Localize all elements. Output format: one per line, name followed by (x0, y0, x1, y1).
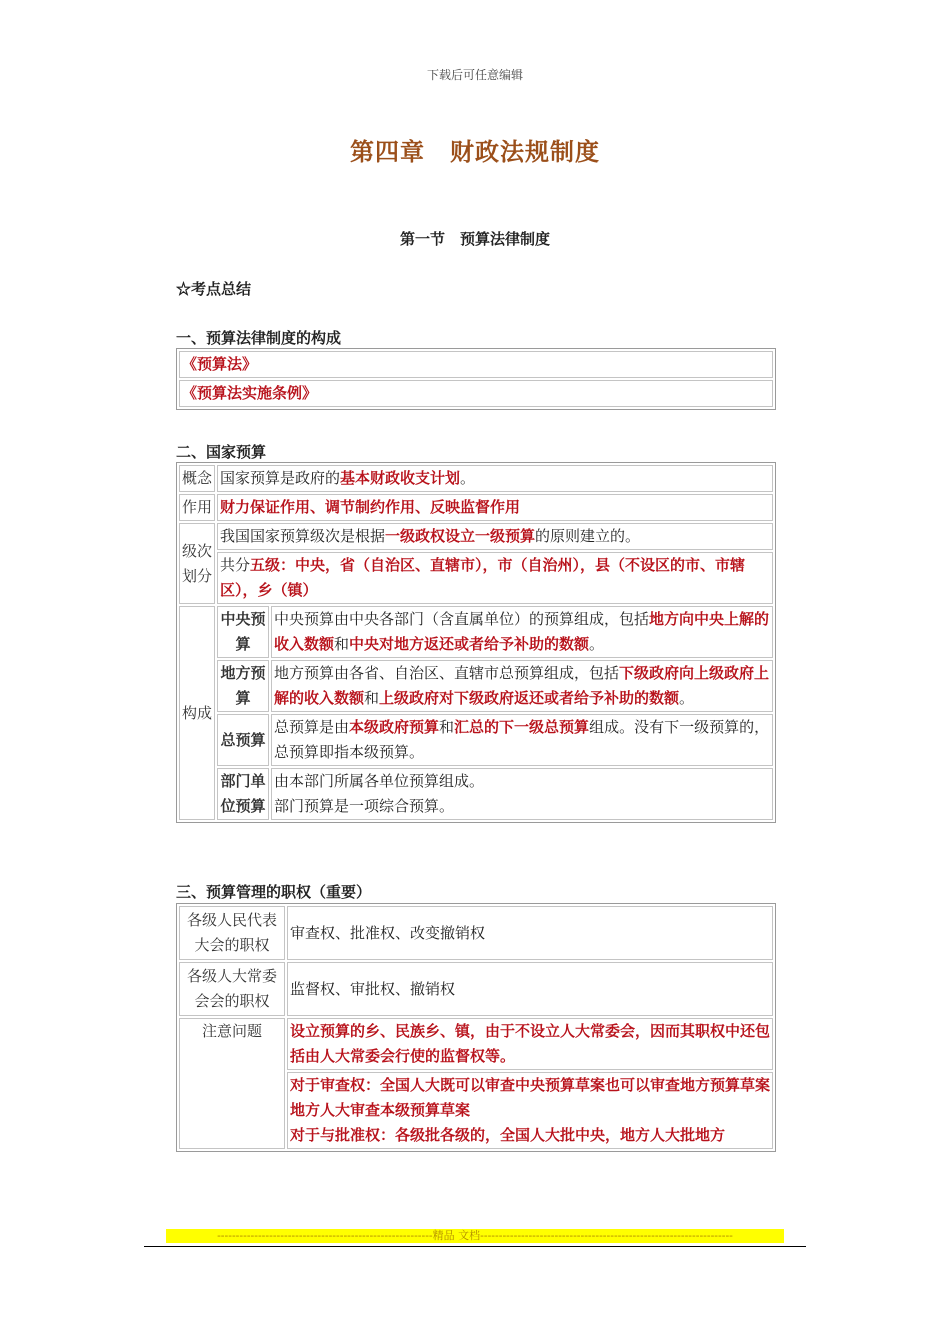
law-budget-regulation: 《预算法实施条例》 (179, 380, 773, 407)
part3-heading: 三、预算管理的职权（重要） (176, 883, 372, 901)
central-budget-label: 中央预算 (217, 606, 269, 658)
level-principle: 我国国家预算级次是根据一级政权设立一级预算的原则建立的。 (217, 523, 773, 550)
composition-label: 构成 (179, 606, 215, 820)
department-budget-label: 部门单位预算 (217, 768, 269, 820)
standing-committee-value: 监督权、审批权、撤销权 (287, 962, 773, 1016)
local-budget-label: 地方预算 (217, 660, 269, 712)
total-budget-label: 总预算 (217, 714, 269, 766)
function-label: 作用 (179, 494, 215, 521)
concept-label: 概念 (179, 465, 215, 492)
function-text: 财力保证作用、调节制约作用、反映监督作用 (217, 494, 773, 521)
footer-rule (144, 1246, 806, 1247)
page-header-note: 下载后可任意编辑 (426, 68, 523, 82)
part2-heading: 二、国家预算 (176, 443, 267, 461)
npc-authority-value: 审查权、批准权、改变撤销权 (287, 906, 773, 960)
law-budget: 《预算法》 (179, 351, 773, 378)
level-five: 共分五级：中央，省（自治区、直辖市），市（自治州），县（不设区的市、市辖区），乡（镇） (217, 552, 773, 604)
local-budget-text: 地方预算由各省、自治区、直辖市总预算组成，包括下级政府向上级政府上解的收入数额和上级政府对下级政府返还或者给予补助的数额。 (271, 660, 773, 712)
part1-table (176, 348, 776, 410)
central-budget-text: 中央预算由中央各部门（含直属单位）的预算组成，包括地方向中央上解的收入数额和中央对地方返还或者给予补助的数额。 (271, 606, 773, 658)
concept-text: 国家预算是政府的基本财政收支计划。 (217, 465, 773, 492)
level-label: 级次划分 (179, 523, 215, 604)
part1-heading: 一、预算法律制度的构成 (176, 329, 342, 347)
footer-banner: ----------------------------------------------------------精品 文档-------------------------------------------------------------------- (166, 1229, 784, 1243)
note-review-approval: 对于审查权：全国人大既可以审查中央预算草案也可以审查地方预算草案 地方人大审查本级预算草案 对于与批准权：各级批各级的，全国人大批中央，地方人大批地方 (287, 1072, 773, 1149)
state-budget-table (176, 462, 776, 823)
section-title: 第一节 预算法律制度 (399, 230, 550, 248)
note-township: 设立预算的乡、民族乡、镇，由于不设立人大常委会，因而其职权中还包括由人大常委会行使的监督权等。 (287, 1018, 773, 1070)
department-budget-text: 由本部门所属各单位预算组成。 部门预算是一项综合预算。 (271, 768, 773, 820)
total-budget-text: 总预算是由本级政府预算和汇总的下一级总预算组成。没有下一级预算的，总预算即指本级预算。 (271, 714, 773, 766)
notes-label: 注意问题 (179, 1018, 285, 1149)
budget-authority-table (176, 903, 776, 1152)
standing-committee-label: 各级人大常委会会的职权 (179, 962, 285, 1016)
kaodian-heading: ☆考点总结 (176, 280, 252, 298)
npc-authority-label: 各级人民代表大会的职权 (179, 906, 285, 960)
chapter-title: 第四章 财政法规制度 (350, 137, 600, 166)
